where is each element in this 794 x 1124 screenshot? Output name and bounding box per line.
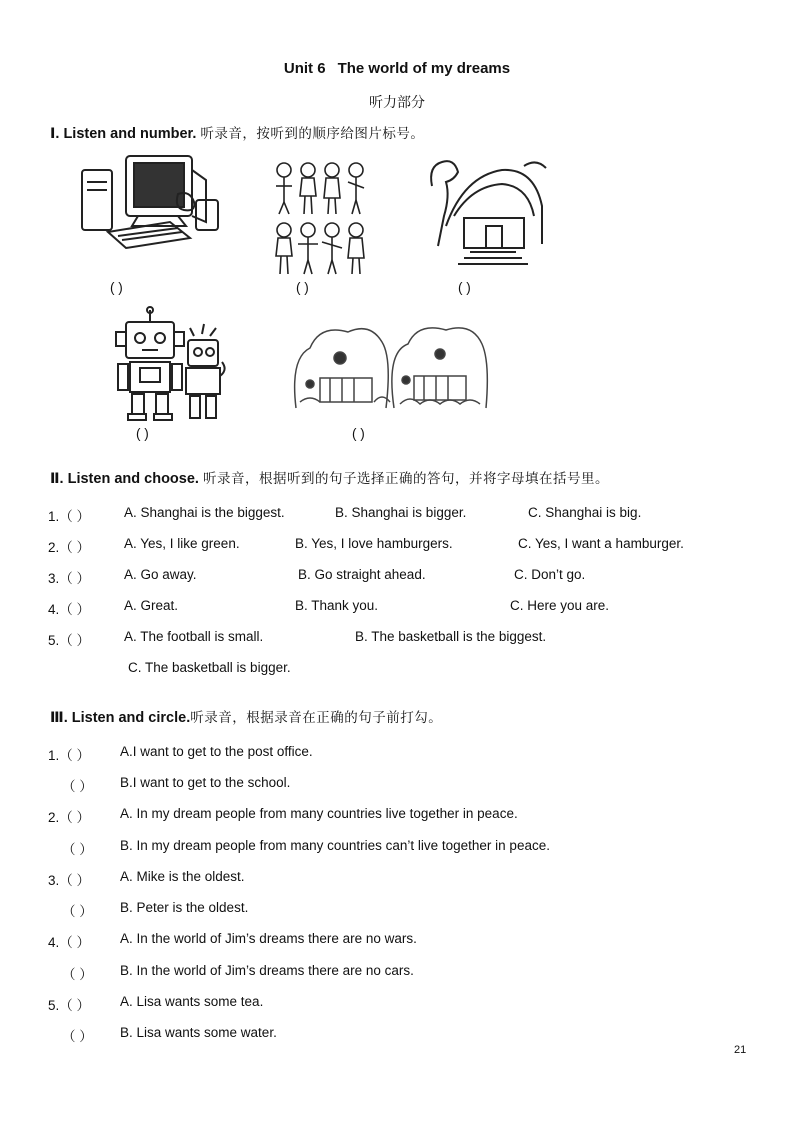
s3-item5-option-b: B. Lisa wants some water. xyxy=(120,1025,277,1040)
s2-item5-option-c: C. The basketball is bigger. xyxy=(128,660,291,675)
picture3-blank[interactable]: ( ) xyxy=(458,280,471,295)
s2-item2-option-c: C. Yes, I want a hamburger. xyxy=(518,536,684,551)
picture5-blank[interactable]: ( ) xyxy=(352,426,365,441)
robot-picture xyxy=(110,306,228,424)
section2-heading xyxy=(50,467,609,487)
picture1-blank[interactable]: ( ) xyxy=(110,280,123,295)
s2-item4-option-b: B. Thank you. xyxy=(295,598,379,613)
s2-item4-option-c: C. Here you are. xyxy=(510,598,610,613)
s2-item5-option-a: A. The football is small. xyxy=(124,629,264,644)
s3-item4-number[interactable]: 4.（ ） xyxy=(48,935,91,950)
s3-item5-option-a: A. Lisa wants some tea. xyxy=(120,994,264,1009)
s2-item2-option-a: A. Yes, I like green. xyxy=(124,536,240,551)
s2-item4-number[interactable]: 4.（ ） xyxy=(48,602,91,617)
s3-item2-option-b: B. In my dream people from many countries can’t live together in peace. xyxy=(120,838,550,853)
s2-item4-option-a: A. Great. xyxy=(124,598,179,613)
s3-item5-blank-b[interactable]: （ ） xyxy=(62,1029,93,1044)
s2-item5-option-b: B. The basketball is the biggest. xyxy=(355,629,547,644)
s3-item1-option-b: B.I want to get to the school. xyxy=(120,775,291,790)
section2-heading-en: Ⅱ. Listen and choose. xyxy=(50,471,199,487)
s3-item4-blank-b[interactable]: （ ） xyxy=(62,967,93,982)
s2-item3-option-b: B. Go straight ahead. xyxy=(298,567,426,582)
s2-item5-number[interactable]: 5.（ ） xyxy=(48,633,91,648)
s2-item1-number[interactable]: 1.（ ） xyxy=(48,509,91,524)
s2-item1-option-b: B. Shanghai is bigger. xyxy=(335,505,467,520)
section3-heading-cn: 听录音，根据录音在正确的句子前打勾。 xyxy=(190,710,443,726)
unit-name: The world of my dreams xyxy=(337,60,511,77)
s3-item3-blank-b[interactable]: （ ） xyxy=(62,904,93,919)
section3-heading xyxy=(50,706,442,726)
s2-item3-option-c: C. Don’t go. xyxy=(514,567,586,582)
s3-item3-option-b: B. Peter is the oldest. xyxy=(120,900,249,915)
s2-item1-option-a: A. Shanghai is the biggest. xyxy=(124,505,285,520)
s3-item4-option-b: B. In the world of Jim’s dreams there are no cars. xyxy=(120,963,414,978)
s3-item1-number[interactable]: 1.（ ） xyxy=(48,748,91,763)
s3-item2-blank-b[interactable]: （ ） xyxy=(62,842,93,857)
section1-heading xyxy=(50,122,424,142)
s3-item5-number[interactable]: 5.（ ） xyxy=(48,998,91,1013)
house-picture xyxy=(424,156,549,276)
unit-label: Unit 6 xyxy=(283,60,326,77)
picture2-blank[interactable]: ( ) xyxy=(296,280,309,295)
garden-picture xyxy=(290,318,490,413)
page-subtitle: 听力部分 xyxy=(369,95,425,111)
s2-item2-number[interactable]: 2.（ ） xyxy=(48,540,91,555)
s3-item1-option-a: A.I want to get to the post office. xyxy=(120,744,313,759)
s2-item3-number[interactable]: 3.（ ） xyxy=(48,571,91,586)
s2-item3-option-a: A. Go away. xyxy=(124,567,197,582)
section3-heading-en: Ⅲ. Listen and circle. xyxy=(50,710,191,726)
s3-item1-blank-b[interactable]: （ ） xyxy=(62,779,93,794)
section2-heading-cn: 听录音，根据听到的句子选择正确的答句，并将字母填在括号里。 xyxy=(202,471,609,487)
page-number: 21 xyxy=(734,1044,747,1056)
s3-item3-number[interactable]: 3.（ ） xyxy=(48,873,91,888)
s2-item1-option-c: C. Shanghai is big. xyxy=(528,505,642,520)
s3-item4-option-a: A. In the world of Jim’s dreams there are no wars. xyxy=(120,931,417,946)
s3-item2-option-a: A. In my dream people from many countries live together in peace. xyxy=(120,806,518,821)
computer-picture xyxy=(78,150,228,250)
section1-heading-en: Ⅰ. Listen and number. xyxy=(50,126,197,142)
s3-item3-option-a: A. Mike is the oldest. xyxy=(120,869,245,884)
children-picture xyxy=(272,158,372,276)
page-title xyxy=(0,60,794,77)
s2-item2-option-b: B. Yes, I love hamburgers. xyxy=(295,536,453,551)
s3-item2-number[interactable]: 2.（ ） xyxy=(48,810,91,825)
section1-heading-cn: 听录音，按听到的顺序给图片标号。 xyxy=(200,126,425,142)
picture4-blank[interactable]: ( ) xyxy=(136,426,149,441)
